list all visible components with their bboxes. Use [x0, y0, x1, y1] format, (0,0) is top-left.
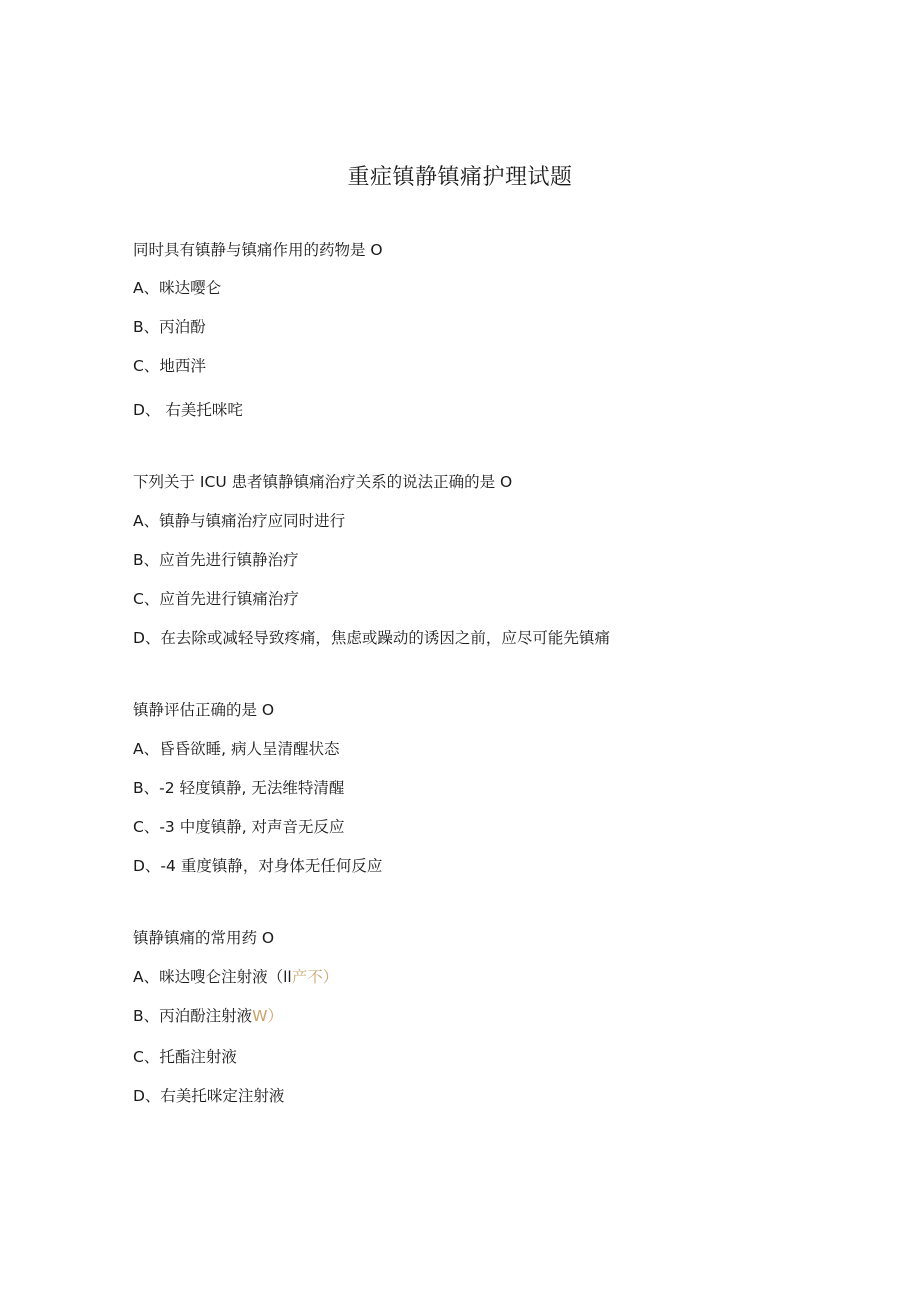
- question-4-option-b: [133, 1005, 283, 1027]
- question-3-option-a: A、昏昏欲睡, 病人呈清醒状态: [133, 740, 340, 758]
- question-1-option-a: A、咪达嘤仑: [133, 279, 222, 297]
- question-4-stem: 镇静镇痛的常用药 O: [133, 929, 275, 947]
- question-2-option-b: B、应首先进行镇静治疗: [133, 551, 299, 569]
- question-1-option-c: C、地西泮: [133, 357, 206, 375]
- question-2-option-a: A、镇静与镇痛治疗应同时进行: [133, 512, 346, 530]
- question-3-stem: 镇静评估正确的是 O: [133, 701, 275, 719]
- question-3-option-c: C、-3 中度镇静, 对声音无反应: [133, 818, 345, 836]
- question-3-option-b: B、-2 轻度镇静, 无法维特清醒: [133, 779, 345, 797]
- question-2-stem: 下列关于 ICU 患者镇静镇痛治疗关系的说法正确的是 O: [133, 473, 513, 491]
- question-4-option-c: [133, 1046, 237, 1068]
- question-3-option-d: D、-4 重度镇静，对身体无任何反应: [133, 857, 383, 875]
- question-4-option-a-text: A、咪达嗖仑注射液（ll: [133, 968, 292, 986]
- question-2-option-c: C、应首先进行镇痛治疗: [133, 590, 299, 608]
- question-4-option-c-text: C、托酯注射液: [133, 1048, 237, 1066]
- question-1-option-d: D、 右美托咪咤: [133, 401, 243, 419]
- question-4-option-a-annotation: 产不）: [291, 968, 339, 986]
- question-4-option-b-text: B、丙泊酚注射液: [133, 1007, 253, 1025]
- question-4-option-d: [133, 1085, 284, 1107]
- question-4-option-d-text: D、右美托咪定注射液: [133, 1087, 285, 1105]
- question-4-option-a: [133, 966, 338, 988]
- document-title: 重症镇静镇痛护理试题: [347, 165, 573, 190]
- question-1-option-b: B、丙泊酚: [133, 318, 206, 336]
- question-1-stem: 同时具有镇静与镇痛作用的药物是 O: [133, 241, 383, 259]
- question-4-option-b-annotation: W）: [252, 1007, 283, 1025]
- question-2-option-d: D、在去除或减轻导致疼痛，焦虑或躁动的诱因之前，应尽可能先镇痛: [133, 629, 610, 647]
